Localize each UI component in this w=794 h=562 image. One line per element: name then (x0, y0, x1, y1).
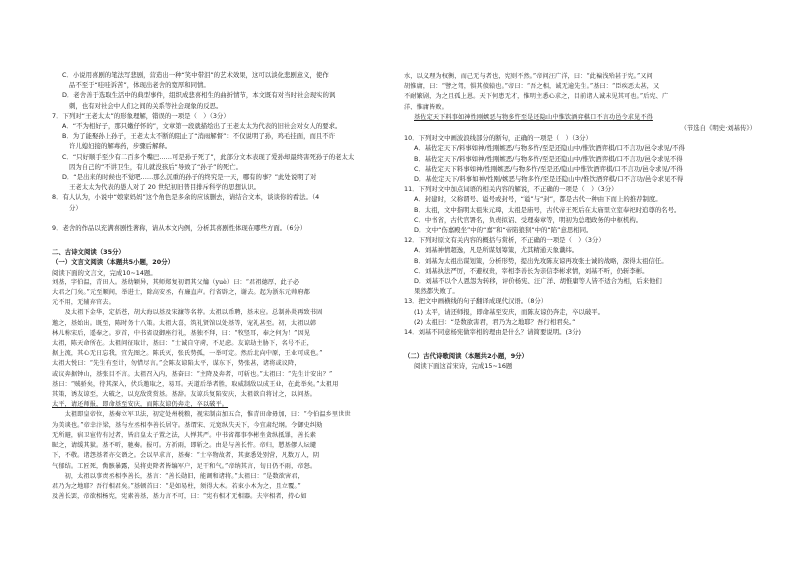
passage-line: 太祖即皇帝位，基奏立军卫法，初定处州税粮，视宋制亩加五合，惟青田命毋加，曰：“令伯温乡里世世 (52, 411, 351, 419)
passage-line: 及太祖下金华，定括苍，胡大海以基及宋濂等名荐。太祖以币聘，基未应。总制孙炎再致书固 (52, 309, 323, 317)
wavy-underlined-sentence: 基佐定天下料事如神性刚嫉恶与物多忤至是还隐山中惟饮酒弈棋口不言功邑令求见不得 (414, 113, 653, 121)
question-line: B．太祖，文中指明太祖朱元璋，太祖是庙号，古代帝王死后在太庙里立室奉祀时追尊的名号。 (414, 205, 681, 214)
passage-line: 林儿称宋后，遥奉之。岁首，中书省设御座行礼，基独不拜，曰：“牧竖耳，奉之何为！”因见 (52, 329, 311, 337)
question-line: C．小说用喜剧的笔法写悲剧，营造出一种“笑中带泪”的艺术效果，这可以淡化悲剧意义，使作 (62, 71, 329, 79)
question-line: C．基佐定天下料事如神/性刚嫉恶/与物多忤/至是还/隐山中惟饮酒弈棋/口不言功/邑令求见/不得 (414, 164, 683, 173)
passage-line: 太祖，陈天命所在。太祖问征取计，基曰：“士诚自守虏，不足虑。友谅劫主胁下，名号不正， (52, 340, 314, 348)
question-line: 12．下列对原文有关内容的概括与赏析，不正确的一项是（ ）（3分） (404, 236, 605, 245)
passage-line: 基曰：“贼骄矣，待其深入，伏兵邀取之，易耳。天道后举者胜，取威制敌以成王业，在此举矣。”太祖用 (52, 380, 339, 388)
passage-line: 洋、惟庸皆败。 (404, 103, 449, 111)
question-line: 果然都失败了。 (414, 287, 459, 296)
passage-line: 气郁结。工匠死，胔骸暴露，吴将吏降者皆编军户，足干和气。”帝纳其言，旬日仍不雨，帝怒。 (52, 462, 317, 470)
question-line: 因为自己的“不讲卫生，有儿就没孩后”导致了“孙子”的死亡。 (69, 162, 243, 171)
question-line: 9．老舍的作品以充满喜剧性著称，请从本文内例，分析其喜剧性体现在哪些方面。（6分） (52, 224, 307, 233)
passage-line: 昵之，请缓其狱。基不听，驰奏。报可。方祈雨，即斩之。由是与善长忤。帝归，愬基僇人坛壝 (52, 442, 317, 450)
question-line: B．刘基为太祖出谋划策，分析形势，提出先攻陈友谅再攻张士诚的战略，深得太祖信任。 (414, 256, 668, 265)
question-line: 14．刘基不同意杨宪做宰相的理由是什么？请简要说明。(3分) (404, 328, 581, 337)
question-line: D．文中“伤嘉殿坐”中的“嘉”和“帝陷狼狈”中的“陷”意思相同。 (414, 226, 593, 235)
section-2a-heading: （一）文言文阅读（本题共5小题，20分） (52, 258, 174, 267)
right-column (404, 72, 756, 372)
question-line: D．“是出来的时候也不觉吧……那么沉重的孙子的终究是一天，哪有的事？”此处说明了对 (62, 173, 317, 182)
question-line: C．刘基执法严厉，不避权贵，宰相李善长为亲信李彬求情，刘基不听，仍斩李彬。 (414, 266, 649, 275)
classical-passage (52, 278, 392, 502)
question-line: A．刘基神情超逸，凡是所谋划筹策，尤其精通天象谶纬。 (414, 246, 579, 255)
passage-line: 为美谈也。”帝幸汴梁，基与左丞相李善长居守。基谓宋、元宽纵失天下，今宜肃纪纲。令御史纠劾 (52, 421, 323, 429)
question-line: 13．把文中画横线的句子翻译成现代汉语。（8分） (404, 297, 548, 306)
passage-line: 元不用，无辅弃官去。 (52, 299, 115, 307)
classical-passage-cont (404, 72, 756, 113)
question-line: D．基佐定天下/料事如神/性刚/嫉恶与物多忤/至是还隐山中/惟饮酒弈棋/口不言功/邑令求见不得 (414, 175, 684, 184)
question-line: A．“不为相好子，那只嫩仔怀的”，文章第一段就描绘出了王老太太为代表的旧社会对女人的要求。 (62, 122, 342, 131)
question-line: A．封建时，父称谓号、谥号或封号，“谥”与“封”，都是古代一种由下而上的推荐制度。 (414, 195, 662, 204)
question-line: 7．下列对“王老太太”的形象理解，错误的一项是（ ）（3分） (52, 111, 230, 120)
passage-line: 初，太祖以事责丞相李善长，基言：“善长勋旧，能调和诸将。”太祖曰：“是数欲害君， (52, 472, 304, 480)
passage-line: 水，以义理为权衡，而己无与者也，宪则不然。”帝问汪广洋，曰：“此褊浅殆甚于宪。”又问 (404, 73, 653, 80)
passage-line: 大君之门矣。”元至顺间，举进士，除高安丞，有廉直声。行省辟之，谢去。起为浙东元帅府都 (52, 289, 310, 297)
question-line: A．基佐定天下/料事如神/性刚嫉恶/与物多忤/至是还隐山中/惟饮酒弈棋/口不言功/邑令求见/不得 (414, 144, 685, 153)
left-column (52, 70, 392, 502)
passage-line: 刘基，字伯温，青田人。基幼颖异，其师郑复初谓其父爚（yuè）曰：“君祖德厚，此子必 (52, 278, 300, 286)
passage-line: 太平，请还师报，即命基至安庆，而陈友谅仍奔走，卒以破平。 (52, 401, 229, 409)
question-line: 品不至于“哇哇诉苦”，体现出老舍的宽厚和同情。 (69, 81, 210, 90)
passage-line: 下，不敬。诸怨基者亦交谮之。会以旱求言，基奏：“士卒物故者，其妻悉处别营，凡数万人，阴 (52, 452, 320, 460)
passage-line: 或议奔据钟山，基张目不言。太祖召入内，基奋曰：“主降及奔者，可斩也。”太祖曰：“先生计安出？” (52, 370, 333, 378)
section-b-heading: （二）古代诗歌阅读（本题共2小题，9分） (404, 352, 528, 361)
question-line: 11．下列对文中加点词语的相关内容的解说，不正确的一项是（ ）（3分） (404, 185, 618, 194)
reading-instruction: 阅读下面的文言文，完成10~14题。 (52, 268, 157, 277)
question-line: 8．有人认为，小说中“娘家妈妈”这个角色是多余的应该删去，请结合文本，谈谈你的看法。（4 (52, 193, 320, 202)
left-questions (52, 70, 392, 233)
passage-line: 及善长罢，帝欲相杨宪，宪素善基，基力言不可，曰：“宪有相才无相器。夫宰相者，持心如 (52, 493, 307, 501)
question-line (52, 213, 392, 223)
passage-line: 不耐繁剧，为之且孤上恩。天下何患无才，惟明主悉心求之，目前诸人诚未见其可也。”后宪、广 (404, 93, 669, 101)
question-line: D．老舍善于选取生活中的典型事件，组织成悲喜相生的曲折情节，本文既有对当时社会现实的讽 (62, 91, 336, 100)
question-line: D．刘基不以个人恩怨为转移，评价杨宪、汪广洋、胡惟庸等人皆不适合为相，后来他们 (414, 277, 662, 286)
passage-line: 其策，诱友谅至，大破之，以克敌赏赏基。基辞。友谅兵复陷安庆，太祖欲自将讨之，以问基。 (52, 391, 317, 399)
passage-line: 无所避，宿卫宦侍有过者，皆启皇太子置之法，人惮其严。中书省都事李彬坐贪纵抵罪，善长素 (52, 431, 317, 439)
section-2-heading: 二、古诗文阅读（35分） (52, 248, 125, 257)
question-line: (2) 太祖曰：“是数欲害君，君乃为之地耶？吾行相君矣。” (414, 317, 576, 326)
question-line: 许儿媳妇接的解毒药，步骤后解释。 (69, 142, 172, 151)
question-line: 刺，也有对社会中人们之间的关系等社会现象的反思。 (69, 101, 223, 110)
question-line: C．中书省，古代官署名，负责拟诏、受理奏章等，明初为总理政务的中枢机构。 (414, 215, 643, 224)
passage-line: 太祖大悦曰：“先生有至计，勿惜尽言。”会陈友谅陷太平，谋东下，势张甚，诸将或议降， (52, 360, 301, 368)
right-questions (404, 133, 756, 337)
question-line: (1) 太平，请还师报，即命基至安庆，而陈友谅仍奔走，卒以破平。 (414, 307, 605, 316)
question-line: 王老太太为代表的愚人对了 20 世纪初旧普目排斥科学的思想认识。 (69, 183, 261, 192)
passage-line: 胡惟庸，曰：“譬之驾，惧其偾辕也。”帝曰：“吾之相，诚无逾先生。”基曰：“臣疾恶太甚，又 (404, 83, 660, 91)
question-line: C．“只好顺手至少有二百多个嘴巴……可是孙子死了”，此部分文本表现了爱孙却最终害死孙子的老太太 (62, 152, 355, 161)
question-line: B．为了能娶孙上孙子，王老太太不断的阻止了“消雨解督”：不仅说明了孙，鸡毛挂面，而且不许 (62, 132, 336, 141)
question-line: 10．下列对文中画波浪线部分的断句，正确的一项是（ ）（3分） (404, 134, 592, 143)
question-line: 分） (69, 203, 82, 212)
passage-line: 据上流，其心无日忘我，宜先图之。陈氏灭，张氏势孤，一举可定。然后北向中原，王业可成也。” (52, 350, 323, 358)
passage-source: （节选自《明史·刘基传》） (680, 124, 756, 133)
section-b-instruction: 阅读下面这首宋诗，完成15~16题 (414, 362, 513, 371)
passage-line: 君乃为之地耶？吾行相君矣。”基顿首曰：“是如易柱，须得大木。若束小木为之，且立覆。” (52, 482, 301, 490)
question-line: B．基佐定天下/料事如神/性刚嫉恶/与物多忤/至是还隐山中/惟饮酒弈棋/口不言功/邑令求见不得 (414, 154, 683, 163)
passage-line: 邀之，基始出。既至，陈时务十八策。太祖大喜，筑礼贤馆以处基等，宠礼甚至。初，太祖以韩 (52, 319, 317, 327)
